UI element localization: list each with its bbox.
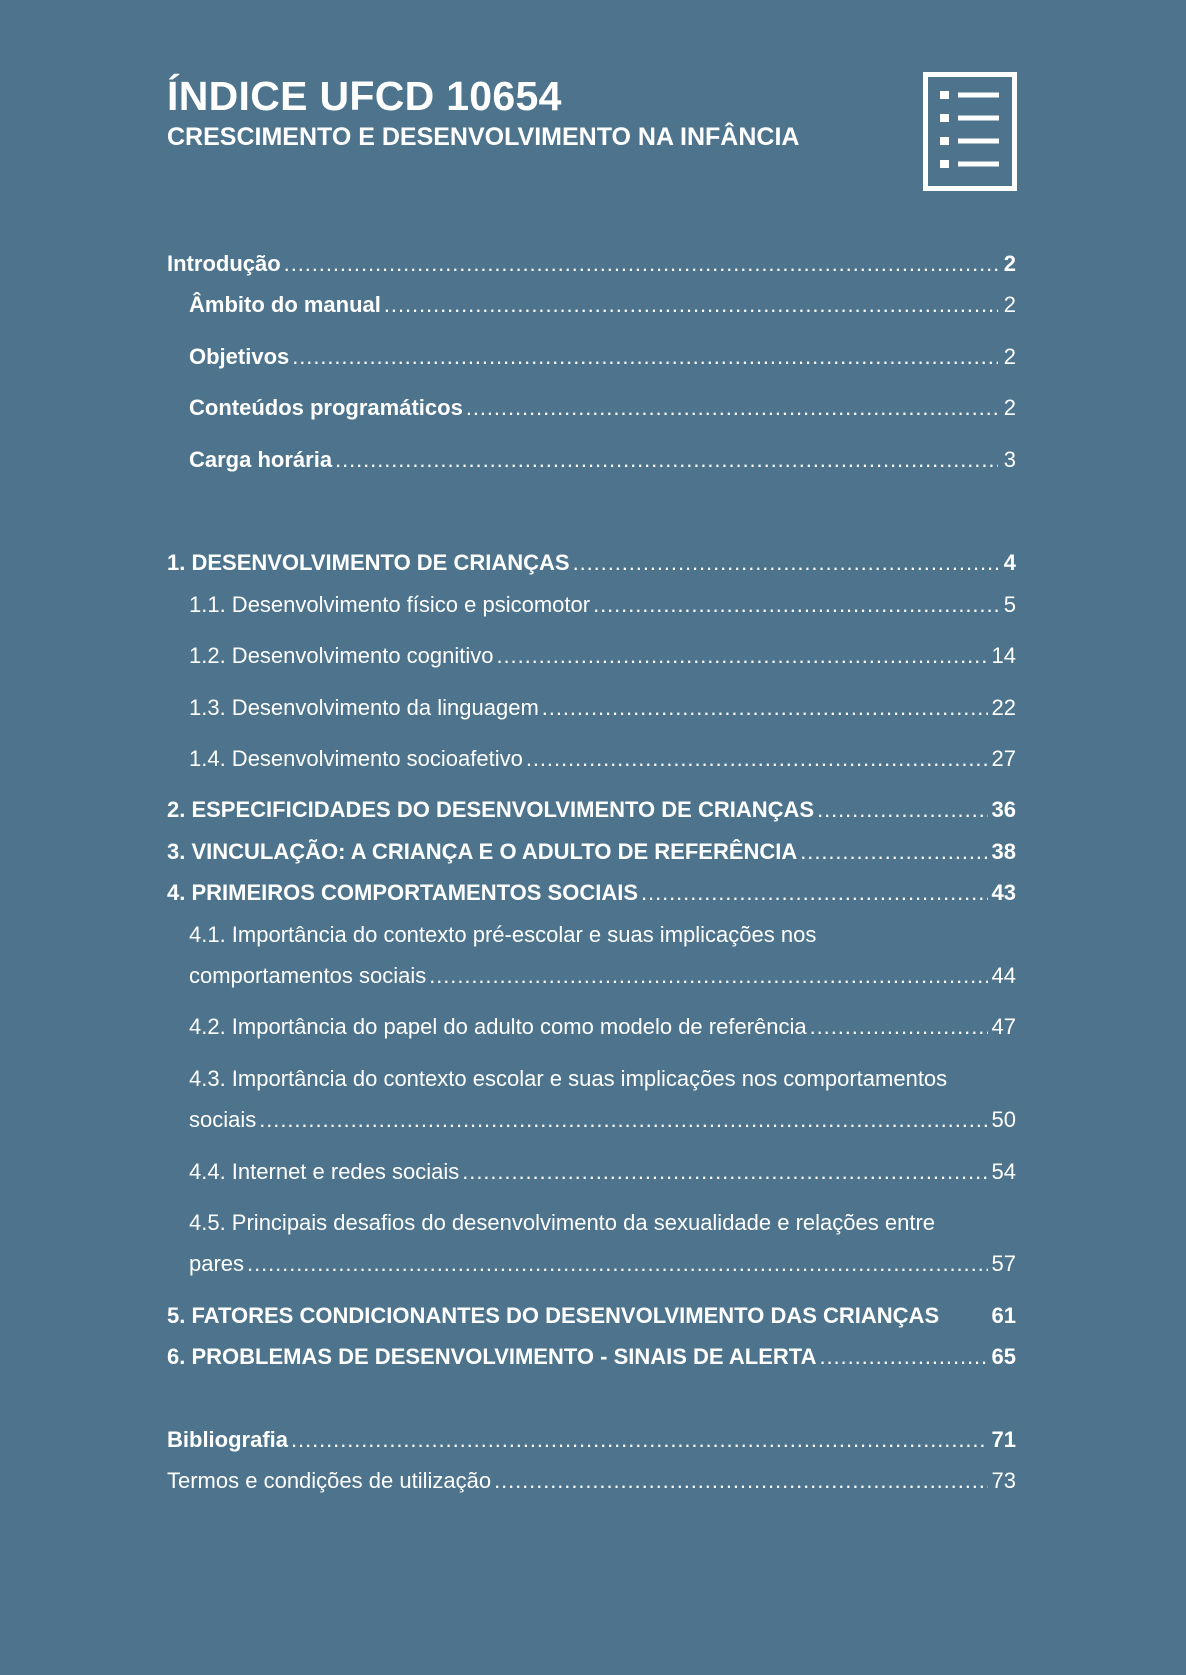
dot-leader	[593, 591, 998, 619]
toc-label: 4. PRIMEIROS COMPORTAMENTOS SOCIAIS	[167, 880, 639, 905]
toc-label: Carga horária	[189, 447, 333, 472]
toc-label: 1. DESENVOLVIMENTO DE CRIANÇAS	[167, 550, 570, 575]
toc-entry-1-4[interactable]	[189, 745, 1016, 773]
toc-label: 2. ESPECIFICIDADES DO DESENVOLVIMENTO DE CRIANÇAS	[167, 797, 815, 822]
toc-entry-1-3[interactable]	[189, 694, 1016, 722]
toc-label: Introdução	[167, 251, 281, 276]
toc-page: 4	[1003, 550, 1016, 575]
toc-entry-introducao[interactable]	[167, 250, 1016, 278]
dot-leader	[429, 962, 987, 990]
toc-entry-ambito[interactable]	[189, 291, 1016, 319]
dot-leader	[573, 549, 998, 577]
toc-label: 5. FATORES CONDICIONANTES DO DESENVOLVIMENTO DAS CRIANÇAS	[167, 1303, 940, 1328]
toc-page: 71	[991, 1427, 1016, 1452]
toc-page: 3	[1003, 447, 1016, 472]
header	[167, 72, 1016, 197]
toc-page: 50	[991, 1107, 1016, 1132]
toc-entry-chapter-6[interactable]	[167, 1343, 1016, 1371]
toc-entry-4-1[interactable]	[189, 962, 1016, 990]
toc-label: 6. PROBLEMAS DE DESENVOLVIMENTO - SINAIS DE ALERTA	[167, 1344, 817, 1369]
toc-label: pares	[189, 1251, 245, 1276]
toc-page: 2	[1003, 395, 1016, 420]
dot-leader	[526, 745, 988, 773]
dot-leader	[466, 394, 998, 422]
toc-entry-carga[interactable]	[189, 446, 1016, 474]
dot-leader	[259, 1106, 987, 1134]
toc-page: 57	[991, 1251, 1016, 1276]
toc-entry-4-3[interactable]	[189, 1106, 1016, 1134]
toc-entry-chapter-4[interactable]	[167, 879, 1016, 907]
dot-leader	[641, 879, 988, 907]
toc-label: 1.3. Desenvolvimento da linguagem	[189, 695, 539, 720]
dot-leader	[542, 694, 988, 722]
toc-entry-termos[interactable]	[167, 1467, 1016, 1495]
toc-entry-chapter-3[interactable]	[167, 838, 1016, 866]
dot-leader	[335, 446, 998, 474]
toc-page: 2	[1003, 344, 1016, 369]
toc-page: 2	[1003, 292, 1016, 317]
toc-page: 27	[991, 746, 1016, 771]
toc-entry-1-2[interactable]	[189, 642, 1016, 670]
page-subtitle: CRESCIMENTO E DESENVOLVIMENTO NA INFÂNCIA	[167, 123, 800, 151]
toc-entry-chapter-5[interactable]	[167, 1302, 1016, 1330]
toc-page: 61	[991, 1303, 1016, 1328]
toc-entry-4-5[interactable]	[189, 1250, 1016, 1278]
toc-label: 1.1. Desenvolvimento físico e psicomotor	[189, 592, 591, 617]
toc-entry-4-2[interactable]	[189, 1013, 1016, 1041]
toc-entry-4-3-line1[interactable]: 4.3. Importância do contexto escolar e suas implicações nos comportamentos	[189, 1066, 948, 1091]
toc-page: 14	[991, 643, 1016, 668]
toc-label: sociais	[189, 1107, 257, 1132]
toc-entry-4-4[interactable]	[189, 1158, 1016, 1186]
dot-leader	[284, 250, 998, 278]
toc-page: 36	[991, 797, 1016, 822]
page-title: ÍNDICE UFCD 10654	[167, 73, 562, 119]
toc-page: 54	[991, 1159, 1016, 1184]
toc-entry-objetivos[interactable]	[189, 343, 1016, 371]
dot-leader	[810, 1013, 988, 1041]
toc-label: comportamentos sociais	[189, 963, 427, 988]
toc-label: Objetivos	[189, 344, 290, 369]
dot-leader	[497, 642, 988, 670]
toc-entry-4-1-line1[interactable]: 4.1. Importância do contexto pré-escolar e suas implicações nos	[189, 922, 817, 947]
toc-label: Âmbito do manual	[189, 292, 381, 317]
toc-label: Bibliografia	[167, 1427, 289, 1452]
toc-label: Conteúdos programáticos	[189, 395, 463, 420]
dot-leader	[819, 1343, 987, 1371]
toc-label: 1.4. Desenvolvimento socioafetivo	[189, 746, 523, 771]
toc-entry-conteudos[interactable]	[189, 394, 1016, 422]
dot-leader	[384, 291, 998, 319]
toc-page: 47	[991, 1014, 1016, 1039]
toc-page: 65	[991, 1344, 1016, 1369]
toc-label: 3. VINCULAÇÃO: A CRIANÇA E O ADULTO DE REFERÊNCIA	[167, 839, 798, 864]
toc-page: 38	[991, 839, 1016, 864]
toc-page: 22	[991, 695, 1016, 720]
dot-leader	[494, 1467, 987, 1495]
toc-entry-bibliografia[interactable]	[167, 1426, 1016, 1454]
toc-entry-4-5-line1[interactable]: 4.5. Principais desafios do desenvolvimento da sexualidade e relações entre	[189, 1210, 936, 1235]
toc-page: 5	[1003, 592, 1016, 617]
toc-entry-1-1[interactable]	[189, 591, 1016, 619]
toc-label: 4.2. Importância do papel do adulto como modelo de referência	[189, 1014, 807, 1039]
toc-entry-chapter-2[interactable]	[167, 796, 1016, 824]
toc-page: 44	[991, 963, 1016, 988]
dot-leader	[462, 1158, 987, 1186]
document-page	[167, 0, 1016, 1675]
toc-page: 2	[1003, 251, 1016, 276]
toc-entry-chapter-1[interactable]	[167, 549, 1016, 577]
dot-leader	[291, 1426, 988, 1454]
toc-label: 1.2. Desenvolvimento cognitivo	[189, 643, 494, 668]
toc-page: 73	[991, 1468, 1016, 1493]
dot-leader	[247, 1250, 987, 1278]
toc-label: Termos e condições de utilização	[167, 1468, 492, 1493]
toc-page: 43	[991, 880, 1016, 905]
dot-leader	[800, 838, 987, 866]
dot-leader	[292, 343, 998, 371]
toc-label: 4.4. Internet e redes sociais	[189, 1159, 460, 1184]
list-icon	[923, 72, 1017, 191]
dot-leader	[817, 796, 987, 824]
